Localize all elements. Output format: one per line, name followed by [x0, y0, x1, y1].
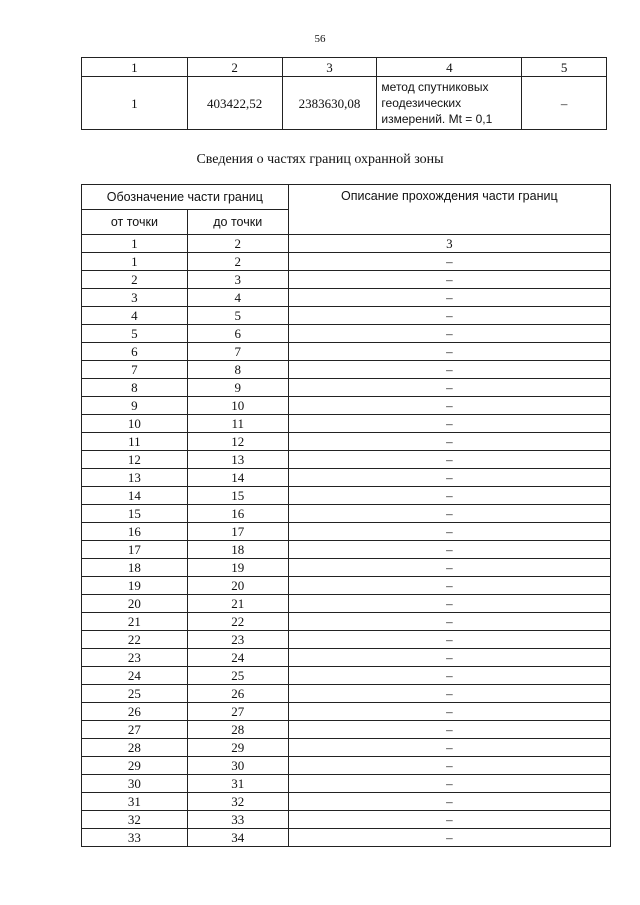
to-point-cell: 20	[187, 577, 288, 595]
y-coordinate-cell: 2383630,08	[282, 77, 377, 130]
description-cell: –	[288, 559, 610, 577]
description-cell: –	[288, 469, 610, 487]
description-cell: –	[288, 253, 610, 271]
from-point-cell: 11	[82, 433, 188, 451]
description-cell: –	[288, 433, 610, 451]
from-point-cell: 1	[82, 253, 188, 271]
header-to-point: до точки	[187, 210, 288, 235]
to-point-cell: 11	[187, 415, 288, 433]
point-number-cell: 1	[82, 77, 188, 130]
method-line-3: измерений. Mt = 0,1	[381, 112, 493, 126]
table-row	[82, 595, 611, 613]
description-cell: –	[288, 379, 610, 397]
description-cell: –	[288, 505, 610, 523]
to-point-cell: 19	[187, 559, 288, 577]
from-point-cell: 3	[82, 289, 188, 307]
from-point-cell: 24	[82, 667, 188, 685]
table-row	[82, 739, 611, 757]
table-row	[82, 685, 611, 703]
method-line-2: геодезических	[381, 96, 462, 110]
from-point-cell: 4	[82, 307, 188, 325]
numbering-col-3: 3	[288, 235, 610, 253]
description-cell: –	[288, 577, 610, 595]
header-col-5: 5	[522, 58, 607, 77]
to-point-cell: 9	[187, 379, 288, 397]
description-cell: –	[288, 613, 610, 631]
to-point-cell: 31	[187, 775, 288, 793]
description-cell: –	[288, 721, 610, 739]
to-point-cell: 24	[187, 649, 288, 667]
table-row	[82, 271, 611, 289]
to-point-cell: 22	[187, 613, 288, 631]
description-cell: –	[288, 325, 610, 343]
to-point-cell: 28	[187, 721, 288, 739]
to-point-cell: 32	[187, 793, 288, 811]
table-row	[82, 433, 611, 451]
numbering-col-1: 1	[82, 235, 188, 253]
page-number: 56	[314, 33, 326, 45]
to-point-cell: 3	[187, 271, 288, 289]
to-point-cell: 33	[187, 811, 288, 829]
from-point-cell: 27	[82, 721, 188, 739]
description-cell: –	[288, 739, 610, 757]
table-row	[82, 793, 611, 811]
method-cell	[377, 77, 522, 130]
description-cell: –	[288, 703, 610, 721]
from-point-cell: 17	[82, 541, 188, 559]
description-cell: –	[288, 271, 610, 289]
to-point-cell: 10	[187, 397, 288, 415]
coordinates-header-row	[82, 58, 607, 77]
to-point-cell: 14	[187, 469, 288, 487]
to-point-cell: 26	[187, 685, 288, 703]
to-point-cell: 30	[187, 757, 288, 775]
header-col-1: 1	[82, 58, 188, 77]
description-cell: –	[288, 631, 610, 649]
description-cell: –	[288, 541, 610, 559]
from-point-cell: 5	[82, 325, 188, 343]
header-col-4: 4	[377, 58, 522, 77]
description-cell: –	[288, 595, 610, 613]
parts-numbering-row	[82, 235, 611, 253]
from-point-cell: 10	[82, 415, 188, 433]
table-row	[82, 289, 611, 307]
header-col-3: 3	[282, 58, 377, 77]
from-point-cell: 30	[82, 775, 188, 793]
description-cell: –	[288, 361, 610, 379]
description-cell: –	[288, 415, 610, 433]
from-point-cell: 7	[82, 361, 188, 379]
table-row	[82, 523, 611, 541]
from-point-cell: 12	[82, 451, 188, 469]
table-row	[82, 307, 611, 325]
table-row	[82, 415, 611, 433]
to-point-cell: 12	[187, 433, 288, 451]
header-col-2: 2	[187, 58, 282, 77]
to-point-cell: 29	[187, 739, 288, 757]
table-row	[82, 379, 611, 397]
from-point-cell: 29	[82, 757, 188, 775]
table-row	[82, 325, 611, 343]
to-point-cell: 21	[187, 595, 288, 613]
table-row	[82, 631, 611, 649]
to-point-cell: 25	[187, 667, 288, 685]
to-point-cell: 6	[187, 325, 288, 343]
description-cell: –	[288, 775, 610, 793]
table-row	[82, 559, 611, 577]
from-point-cell: 21	[82, 613, 188, 631]
from-point-cell: 18	[82, 559, 188, 577]
table-row	[82, 577, 611, 595]
table-row	[82, 757, 611, 775]
table-row	[82, 343, 611, 361]
from-point-cell: 32	[82, 811, 188, 829]
x-coordinate-cell: 403422,52	[187, 77, 282, 130]
table-row	[82, 667, 611, 685]
boundary-parts-table	[81, 184, 611, 847]
from-point-cell: 9	[82, 397, 188, 415]
table-row	[82, 811, 611, 829]
table-row	[82, 829, 611, 847]
parts-table-body	[82, 253, 611, 847]
from-point-cell: 19	[82, 577, 188, 595]
from-point-cell: 25	[82, 685, 188, 703]
to-point-cell: 2	[187, 253, 288, 271]
coordinates-table	[81, 57, 607, 130]
to-point-cell: 34	[187, 829, 288, 847]
to-point-cell: 8	[187, 361, 288, 379]
from-point-cell: 20	[82, 595, 188, 613]
to-point-cell: 13	[187, 451, 288, 469]
table-row	[82, 397, 611, 415]
from-point-cell: 28	[82, 739, 188, 757]
header-description: Описание прохождения части границ	[288, 185, 610, 235]
description-cell: –	[288, 487, 610, 505]
to-point-cell: 27	[187, 703, 288, 721]
description-cell: –	[288, 829, 610, 847]
to-point-cell: 15	[187, 487, 288, 505]
to-point-cell: 18	[187, 541, 288, 559]
description-cell: –	[288, 649, 610, 667]
description-cell: –	[288, 307, 610, 325]
col5-cell: –	[522, 77, 607, 130]
table-row	[82, 505, 611, 523]
table-row	[82, 703, 611, 721]
table-row	[82, 721, 611, 739]
from-point-cell: 23	[82, 649, 188, 667]
description-cell: –	[288, 667, 610, 685]
description-cell: –	[288, 811, 610, 829]
from-point-cell: 22	[82, 631, 188, 649]
from-point-cell: 14	[82, 487, 188, 505]
table-row	[82, 469, 611, 487]
from-point-cell: 2	[82, 271, 188, 289]
table-row	[82, 361, 611, 379]
from-point-cell: 8	[82, 379, 188, 397]
from-point-cell: 26	[82, 703, 188, 721]
table-row	[82, 649, 611, 667]
to-point-cell: 16	[187, 505, 288, 523]
description-cell: –	[288, 685, 610, 703]
description-cell: –	[288, 523, 610, 541]
description-cell: –	[288, 343, 610, 361]
coordinates-data-row	[82, 77, 607, 130]
numbering-col-2: 2	[187, 235, 288, 253]
header-from-point: от точки	[82, 210, 188, 235]
parts-header-row-1	[82, 185, 611, 210]
table-row	[82, 541, 611, 559]
from-point-cell: 13	[82, 469, 188, 487]
description-cell: –	[288, 451, 610, 469]
to-point-cell: 23	[187, 631, 288, 649]
to-point-cell: 5	[187, 307, 288, 325]
to-point-cell: 7	[187, 343, 288, 361]
table-row	[82, 451, 611, 469]
method-line-1: метод спутниковых	[381, 80, 489, 94]
to-point-cell: 4	[187, 289, 288, 307]
description-cell: –	[288, 793, 610, 811]
description-cell: –	[288, 397, 610, 415]
section-title: Сведения о частях границ охранной зоны	[196, 152, 444, 167]
from-point-cell: 16	[82, 523, 188, 541]
from-point-cell: 6	[82, 343, 188, 361]
from-point-cell: 15	[82, 505, 188, 523]
table-row	[82, 775, 611, 793]
from-point-cell: 33	[82, 829, 188, 847]
table-row	[82, 613, 611, 631]
to-point-cell: 17	[187, 523, 288, 541]
table-row	[82, 253, 611, 271]
description-cell: –	[288, 757, 610, 775]
table-row	[82, 487, 611, 505]
from-point-cell: 31	[82, 793, 188, 811]
header-boundary-designation: Обозначение части границ	[82, 185, 289, 210]
description-cell: –	[288, 289, 610, 307]
